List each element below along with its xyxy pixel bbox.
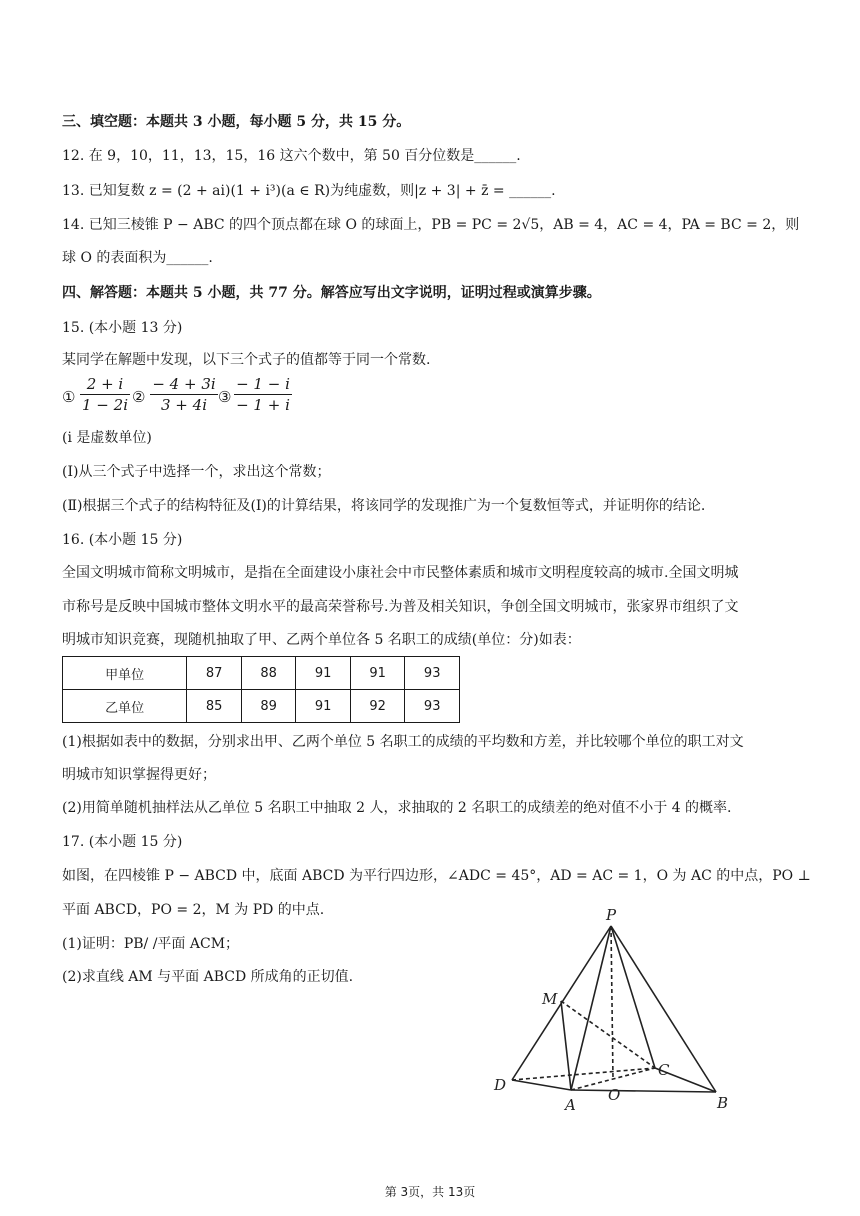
table-row [63,690,460,723]
edge-AB [571,1090,716,1092]
fraction-1-numerator: 2 + i [80,374,130,395]
question-14-line1: 14. 已知三棱锥 P − ABC 的四个顶点都在球 O 的球面上，PB = PC = 2√5，AB = 4，AC = 4，PA = BC = 2，则 [62,217,800,233]
fraction-3 [234,374,292,415]
edge-PA [571,926,611,1090]
label-A: A [565,1096,576,1114]
question-17-paragraph-2: 平面 ABCD，PO = 2，M 为 PD 的中点. [62,902,325,918]
question-16-paragraph-3: 明城市知识竞赛，现随机抽取了甲、乙两个单位各 5 名职工的成绩(单位：分)如表： [62,632,581,648]
section3-header: 三、填空题：本题共 3 小题，每小题 5 分，共 15 分。 [62,114,411,130]
edge-PO [611,926,613,1079]
label-M: M [542,990,558,1008]
question-15-title: 15. (本小题 13 分) [62,320,183,336]
question-16-paragraph-1: 全国文明城市简称文明城市，是指在全面建设小康社会中市民整体素质和城市文明程度较高的城市.全国文明城 [62,565,739,581]
table-cell: 91 [296,690,351,723]
page-number-footer: 第 3页，共 13页 [384,1185,476,1199]
table-row [63,657,460,690]
fraction-3-numerator: − 1 − i [234,374,292,395]
fraction-3-denominator: − 1 + i [236,396,290,414]
circled-number-1: ① [62,388,76,406]
question-17-title: 17. (本小题 15 分) [62,834,183,850]
fraction-1 [80,374,130,415]
circled-number-3: ③ [218,388,232,406]
table-cell: 91 [296,657,351,690]
fraction-2-denominator: 3 + 4i [161,396,207,414]
table-cell: 甲单位 [63,657,187,690]
table-cell: 93 [405,690,460,723]
table-cell: 92 [350,690,405,723]
question-16-part1-line2: 明城市知识掌握得更好； [62,767,216,783]
label-B: B [717,1094,729,1112]
table-cell: 93 [405,657,460,690]
question-17-part1: (1)证明：PB/ /平面 ACM； [62,936,240,952]
table-cell: 87 [187,657,242,690]
question-15-part2: (Ⅱ)根据三个式子的结构特征及(Ⅰ)的计算结果，将该同学的发现推广为一个复数恒等式，并证明你的结论. [62,498,706,514]
table-cell: 85 [187,690,242,723]
circled-number-2: ② [132,388,146,406]
question-16-title: 16. (本小题 15 分) [62,532,183,548]
question-12: 12. 在 9，10，11，13，15，16 这六个数中，第 50 百分位数是______. [62,148,521,164]
edge-PC [611,926,655,1068]
table-cell: 乙单位 [63,690,187,723]
fraction-1-denominator: 1 − 2i [82,396,128,414]
question-15-note: (i 是虚数单位) [62,430,152,446]
fraction-2-numerator: − 4 + 3i [150,374,218,395]
table-cell: 91 [350,657,405,690]
label-C: C [658,1061,670,1079]
question-13: 13. 已知复数 z = (2 + ai)(1 + i³)(a ∈ R)为纯虚数，则|z + 3| + z̄ = ______. [62,183,556,199]
question-17-paragraph-1: 如图，在四棱锥 P − ABCD 中，底面 ABCD 为平行四边形，∠ADC = 45°，AD = AC = 1，O 为 AC 的中点，PO ⊥ [62,868,811,884]
edge-DA [512,1080,571,1090]
score-table [62,656,460,723]
question-16-part1-line1: (1)根据如表中的数据，分别求出甲、乙两个单位 5 名职工的成绩的平均数和方差，并比较哪个单位的职工对文 [62,734,744,750]
fraction-2 [150,374,218,415]
label-O: O [608,1086,621,1104]
label-D: D [494,1076,507,1094]
label-P: P [606,906,617,924]
pyramid-figure [488,905,748,1125]
question-15-intro: 某同学在解题中发现，以下三个式子的值都等于同一个常数. [62,352,431,368]
question-16-part2: (2)用简单随机抽样法从乙单位 5 名职工中抽取 2 人，求抽取的 2 名职工的成绩差的绝对值不小于 4 的概率. [62,800,732,816]
question-15-part1: (Ⅰ)从三个式子中选择一个，求出这个常数； [62,464,331,480]
section4-header: 四、解答题：本题共 5 小题，共 77 分。解答应写出文字说明，证明过程或演算步骤。 [62,285,601,301]
edge-AM [561,1001,571,1090]
question-17-part2: (2)求直线 AM 与平面 ABCD 所成角的正切值. [62,969,354,985]
question-14-line2: 球 O 的表面积为______. [62,250,213,266]
edge-MC [561,1001,655,1068]
table-cell: 88 [241,657,296,690]
table-cell: 89 [241,690,296,723]
question-16-paragraph-2: 市称号是反映中国城市整体文明水平的最高荣誉称号.为普及相关知识，争创全国文明城市，张家界市组织了文 [62,599,739,615]
